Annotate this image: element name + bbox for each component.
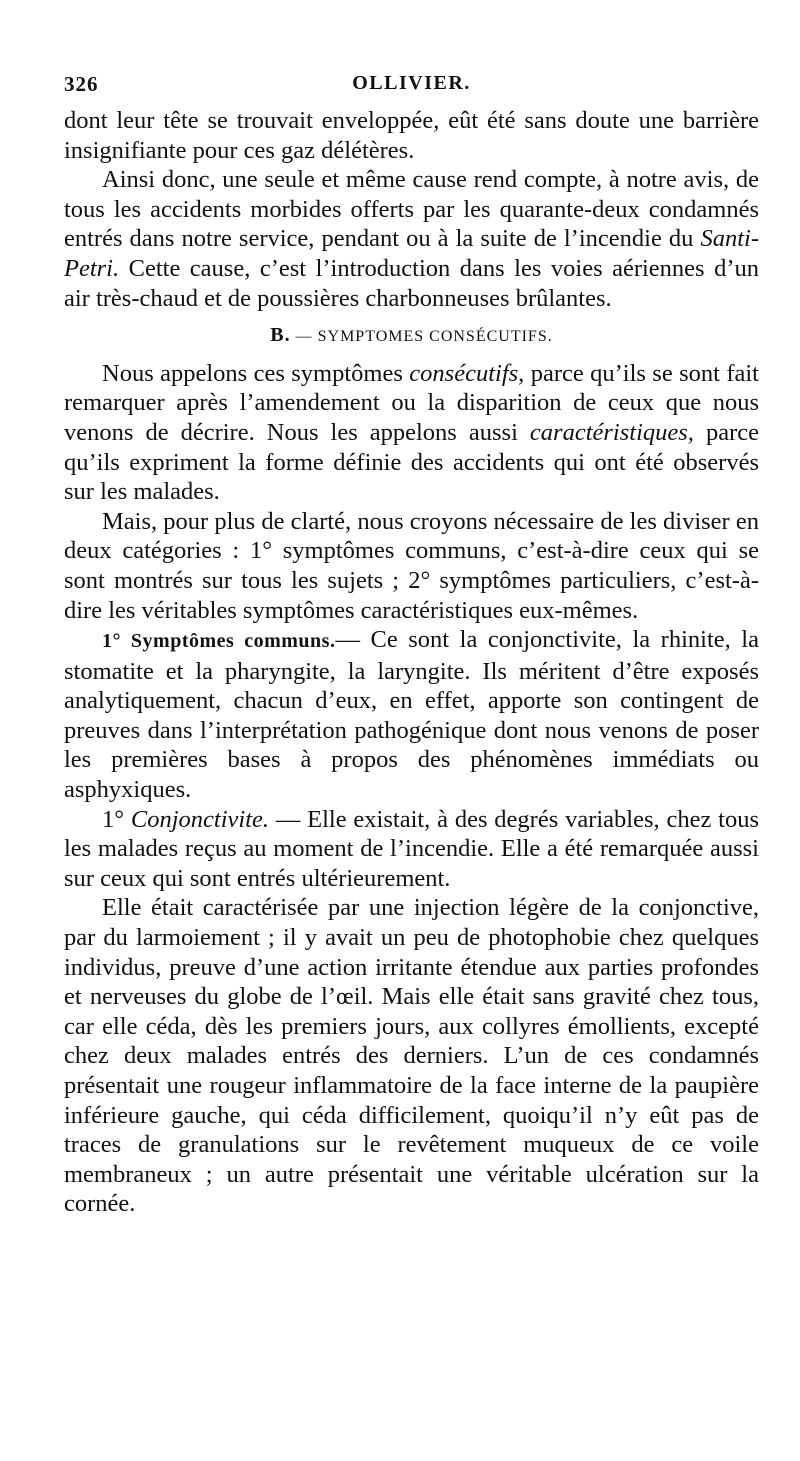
italic-term: Conjonctivite. [130, 805, 269, 833]
page-number: 326 [64, 72, 99, 96]
paragraph-text: Cette cause, c’est l’introduction dans les voies aériennes d’un air très-chaud et de poussières charbonneuses brûlantes. [64, 254, 759, 312]
page-header [64, 72, 759, 100]
italic-term: caractéristiques, [529, 418, 694, 446]
item-number: 1° [102, 805, 131, 833]
running-title: OLLIVIER. [352, 72, 471, 94]
body-text [64, 106, 759, 1219]
section-letter: B. [270, 324, 291, 347]
section-title: SYMPTOMES CONSÉCUTIFS. [317, 328, 553, 346]
paragraph-conjunctivitis [64, 805, 759, 894]
paragraph-text: Mais, pour plus de clarté, nous croyons nécessaire de les diviser en deux catégories : 1° symptômes communs, c’est-à-dire ceux qui se sont montrés sur tous les sujets ; 2° symptômes particuliers, c’est-à-dire les véritables symptômes caractéristiques eux-mêmes. [64, 507, 759, 624]
italic-ship-name: Santi-Petri. [64, 225, 759, 282]
paragraph-text: — Ce sont la conjonctivite, la rhinite, la stomatite et la pharyngite, la laryngite. Ils méritent d’être exposés analytiquement, chacun d’eux, en effet, apporte son contingent de preuves dans l’interprétation pathogénique dont nous venons de poser les premières bases à propos des phénomènes immédiats ou asphyxiques. [64, 626, 759, 804]
paragraph-common-symptoms [64, 625, 759, 805]
paragraph-text: Elle était caractérisée par une injection légère de la conjonctive, par du larmoiement ; il y avait un peu de photophobie chez quelques individus, preuve d’une action irritante étendue aux parties profondes et nerveuses du globe de l’œil. Mais elle était sans gravité chez tous, car elle céda, dès les premiers jours, aux collyres émollients, excepté chez deux malades entrés des derniers. L’un de ces condamnés présentait une rougeur inflammatoire de la face interne de la paupière inférieure gauche, qui céda difficilement, quoiqu’il n’y eût pas de traces de granulations sur le revêtement muqueux de ce voile membraneux ; un autre présentait une véritable ulcération sur la cornée. [64, 894, 759, 1218]
paragraph-definition [64, 359, 759, 507]
italic-term: consécutifs, [409, 359, 525, 387]
paragraph-text: parce qu’ils expriment la forme définie des accidents qui ont été observés sur les malades. [64, 418, 759, 506]
paragraph-categories [64, 507, 759, 625]
paragraph-conjunctivitis-details [64, 893, 759, 1219]
paragraph-cause [64, 165, 759, 313]
paragraph-continuation [64, 106, 759, 165]
paragraph-text: Nous appelons ces symptômes [102, 359, 410, 387]
paragraph-text: Ainsi donc, une seule et même cause rend compte, à notre avis, de tous les accidents morbides offerts par les quarante-deux condamnés entrés dans notre service, pendant ou à la suite de l’incendie du [64, 166, 759, 253]
paragraph-text: — Elle existait, à des degrés variables, chez tous les malades reçus au moment de l’incendie. Elle a été remarquée aussi sur ceux qui sont entrés ultérieurement. [64, 805, 759, 892]
section-heading [64, 321, 759, 352]
section-dash: — [290, 328, 318, 346]
subheading-common-symptoms: 1° Symptômes communs. [102, 630, 336, 653]
paragraph-text: dont leur tête se trouvait enveloppée, eût été sans doute une barrière insignifiante pour ces gaz délétères. [64, 107, 759, 164]
paragraph-text: parce qu’ils se sont fait remarquer après l’amendement ou la disparition de ceux que nous venons de décrire. Nous les appelons aussi [64, 359, 759, 446]
